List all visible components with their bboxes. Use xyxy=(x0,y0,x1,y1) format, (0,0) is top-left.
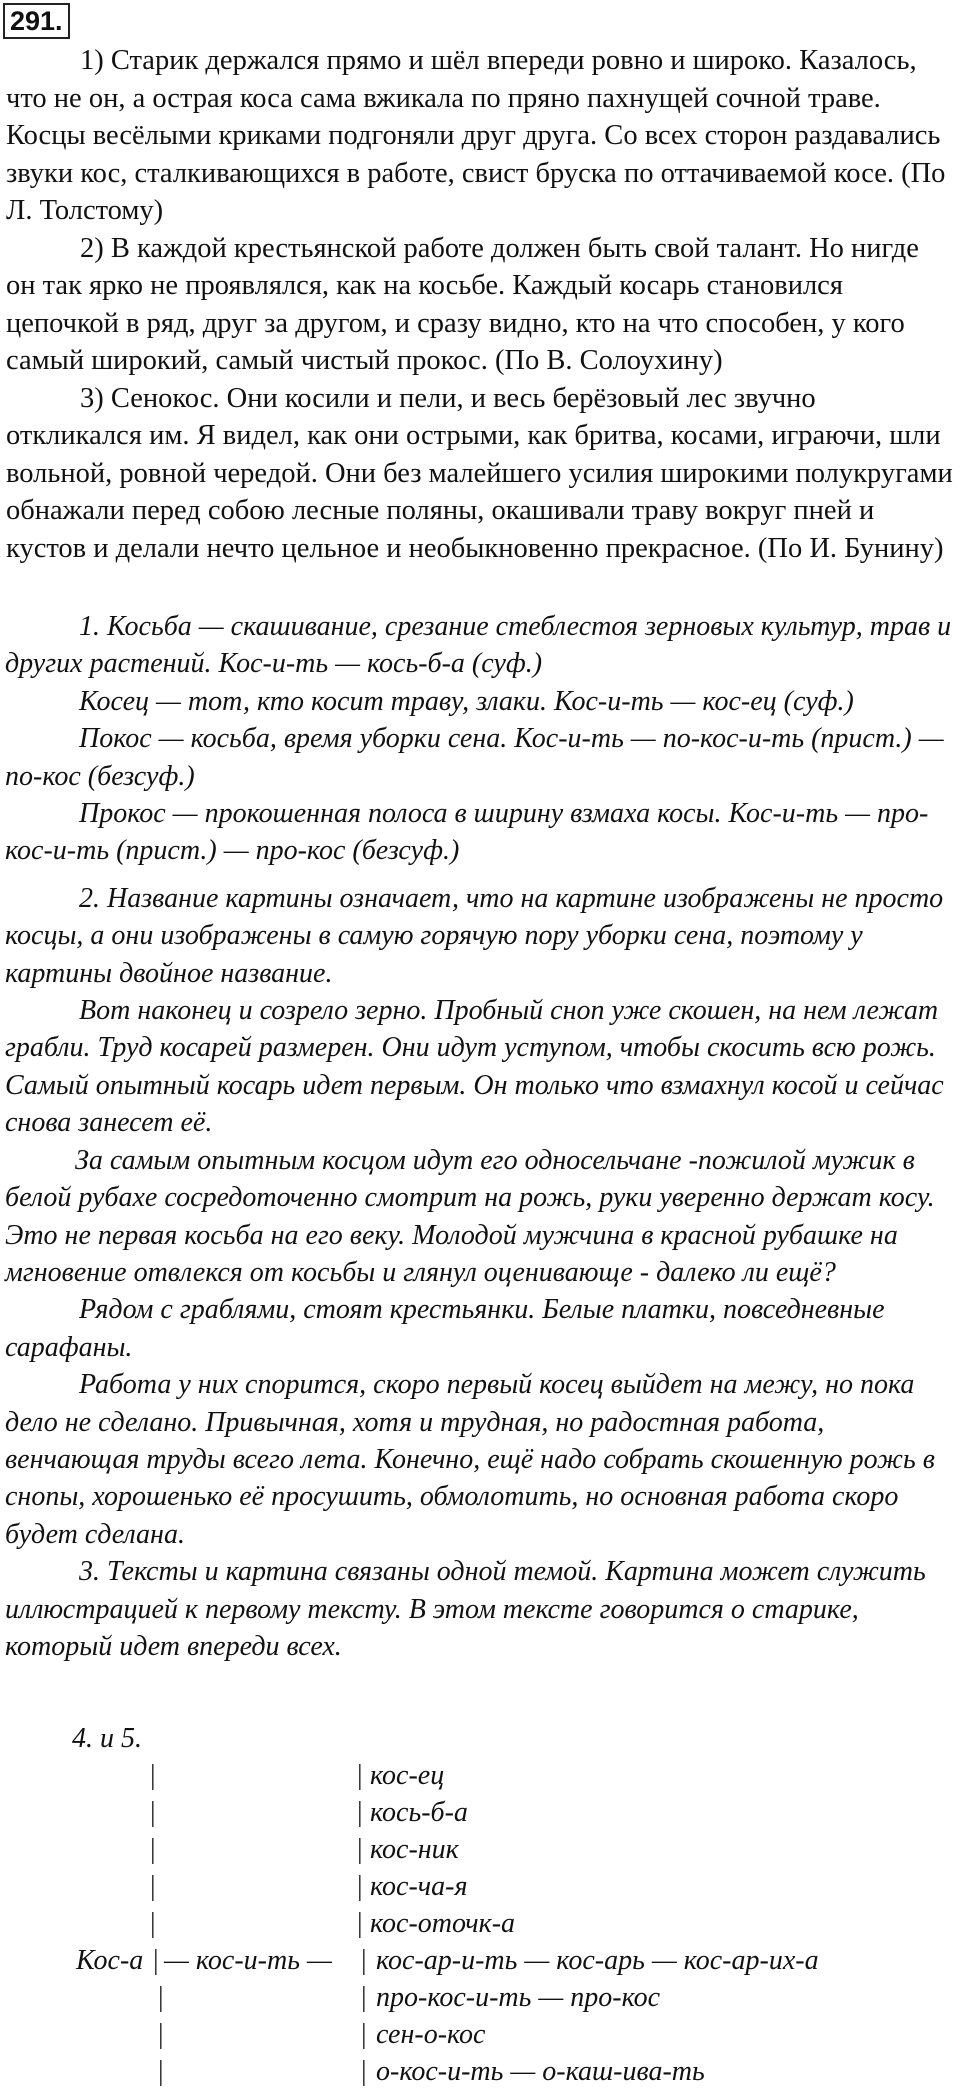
source-text-1: 1) Старик держался прямо и шёл впереди ровно и широко. Казалось, что не он, а острая коса сама вжикала по пряно пахнущей сочной траве. Косцы весёлыми криками подгоняли друг друга. Со всех сторон раздавались звуки кос, сталкивающихся в работе, свист бруска по оттачиваемой косе. (По Л. Толстому) xyxy=(6,45,946,226)
painting-paragraph: Рядом с граблями, стоят крестьянки. Белые платки, повседневные сарафаны. xyxy=(5,1294,885,1363)
answer-section xyxy=(5,608,953,1665)
source-texts xyxy=(6,42,954,567)
left-separator: | xyxy=(153,1945,159,1976)
derivative-word: о-кос-и-ть — о-каш-ива-ть xyxy=(376,2056,705,2087)
painting-title-meaning: 2. Название картины означает, что на картине изображены не просто косцы, а они изображены в самую горячую пору уборки сена, поэтому у картины двойное название. xyxy=(5,882,944,989)
derivative-word: кос-ча-я xyxy=(370,1871,468,1902)
scheme-label: 4. и 5. xyxy=(72,1723,142,1754)
right-separator: | xyxy=(361,1945,367,1976)
verb-kosit: — кос-и-ть — xyxy=(164,1945,332,1976)
left-separator: | xyxy=(150,1834,156,1865)
definition-pokos: Покос — косьба, время уборки сена. Кос-и-ть — по-кос-и-ть (прист.) — по-кос (безсуф.) xyxy=(5,723,944,792)
word-formation-scheme xyxy=(0,1720,960,2090)
derivative-word: кос-оточк-а xyxy=(370,1908,516,1939)
source-text-2: 2) В каждой крестьянской работе должен быть свой талант. Но нигде он так ярко не проявлялся, как на косьбе. Каждый косарь становился цепочкой в ряд, друг за другом, и сразу видно, кто на что способен, у кого самый широкий, самый чистый прокос. (По В. Солоухину) xyxy=(6,232,919,376)
painting-paragraph: За самым опытным косцом идут его односельчане -пожилой мужик в белой рубахе сосредоточенно смотрит на рожь, руки уверенно держат косу. Это не первая косьба на его веку. Молодой мужчина в красной рубашке на мгновение отвлекся от косьбы и глянул оценивающе - далеко ли ещё? xyxy=(5,1144,935,1288)
definition-kosba: 1. Косьба — скашивание, срезание стеблестоя зерновых культур, трав и других растений. Кос-и-ть — кось-б-а (суф.) xyxy=(5,611,952,680)
right-separator: | xyxy=(357,1908,363,1939)
left-separator: | xyxy=(150,1908,156,1939)
right-separator: | xyxy=(361,2056,367,2087)
right-separator: | xyxy=(357,1760,363,1791)
painting-paragraph: Вот наконец и созрело зерно. Пробный сноп уже скошен, на нем лежат грабли. Труд косарей размерен. Они идут уступом, чтобы скосить всю рожь. xyxy=(5,995,939,1064)
right-separator: | xyxy=(361,2019,367,2050)
definition-prokos: Прокос — прокошенная полоса в ширину взмаха косы. Кос-и-ть — про-кос-и-ть (прист.) — про-кос (безсуф.) xyxy=(5,798,929,867)
derivative-word: кос-ар-и-ть — кос-арь — кос-ар-их-а xyxy=(376,1945,819,1976)
left-separator: | xyxy=(150,1871,156,1902)
left-separator: | xyxy=(158,2019,164,2050)
right-separator: | xyxy=(361,1982,367,2013)
right-separator: | xyxy=(357,1797,363,1828)
derivative-word: кос-ец xyxy=(370,1760,445,1791)
left-separator: | xyxy=(158,1982,164,2013)
right-separator: | xyxy=(357,1834,363,1865)
right-separator: | xyxy=(357,1871,363,1902)
left-separator: | xyxy=(150,1797,156,1828)
painting-paragraph: Работа у них спорится, скоро первый косец выйдет на межу, но пока дело не сделано. Привычная, хотя и трудная, но радостная работа, венчающая труды всего лета. Конечно, ещё надо собрать скошенную рожь в снопы, хорошенько её просушить, обмолотить, но основная работа скоро будет сделана. xyxy=(5,1369,935,1550)
definition-kosets: Косец — тот, кто косит траву, злаки. Кос-и-ть — кос-ец (суф.) xyxy=(79,685,854,717)
derivative-word: кос-ник xyxy=(370,1834,459,1865)
painting-paragraph: Самый опытный косарь идет первым. Он только что взмахнул косой и сейчас снова занесет её. xyxy=(5,1069,944,1139)
connection-answer: 3. Тексты и картина связаны одной темой. Картина может служить иллюстрацией к первому тексту. В этом тексте говорится о старике, который идет впереди всех. xyxy=(5,1556,926,1662)
derivative-word: кось-б-а xyxy=(370,1797,468,1828)
left-separator: | xyxy=(158,2056,164,2087)
exercise-number: 291. xyxy=(3,3,70,39)
left-separator: | xyxy=(150,1760,156,1791)
derivative-word: сен-о-кос xyxy=(376,2019,486,2050)
root-word: Кос-а xyxy=(76,1945,144,1976)
source-text-3: 3) Сенокос. Они косили и пели, и весь берёзовый лес звучно откликался им. Я видел, как они острыми, как бритва, косами, играючи, шли вольной, ровной чередой. Они без малейшего усилия широкими полукругами обнажали перед собою лесные поляны, окашивали траву вокруг пней и кустов и делали нечто цельное и необыкновенно прекрасное. (По И. Бунину) xyxy=(6,382,953,564)
derivative-word: про-кос-и-ть — про-кос xyxy=(376,1982,661,2013)
